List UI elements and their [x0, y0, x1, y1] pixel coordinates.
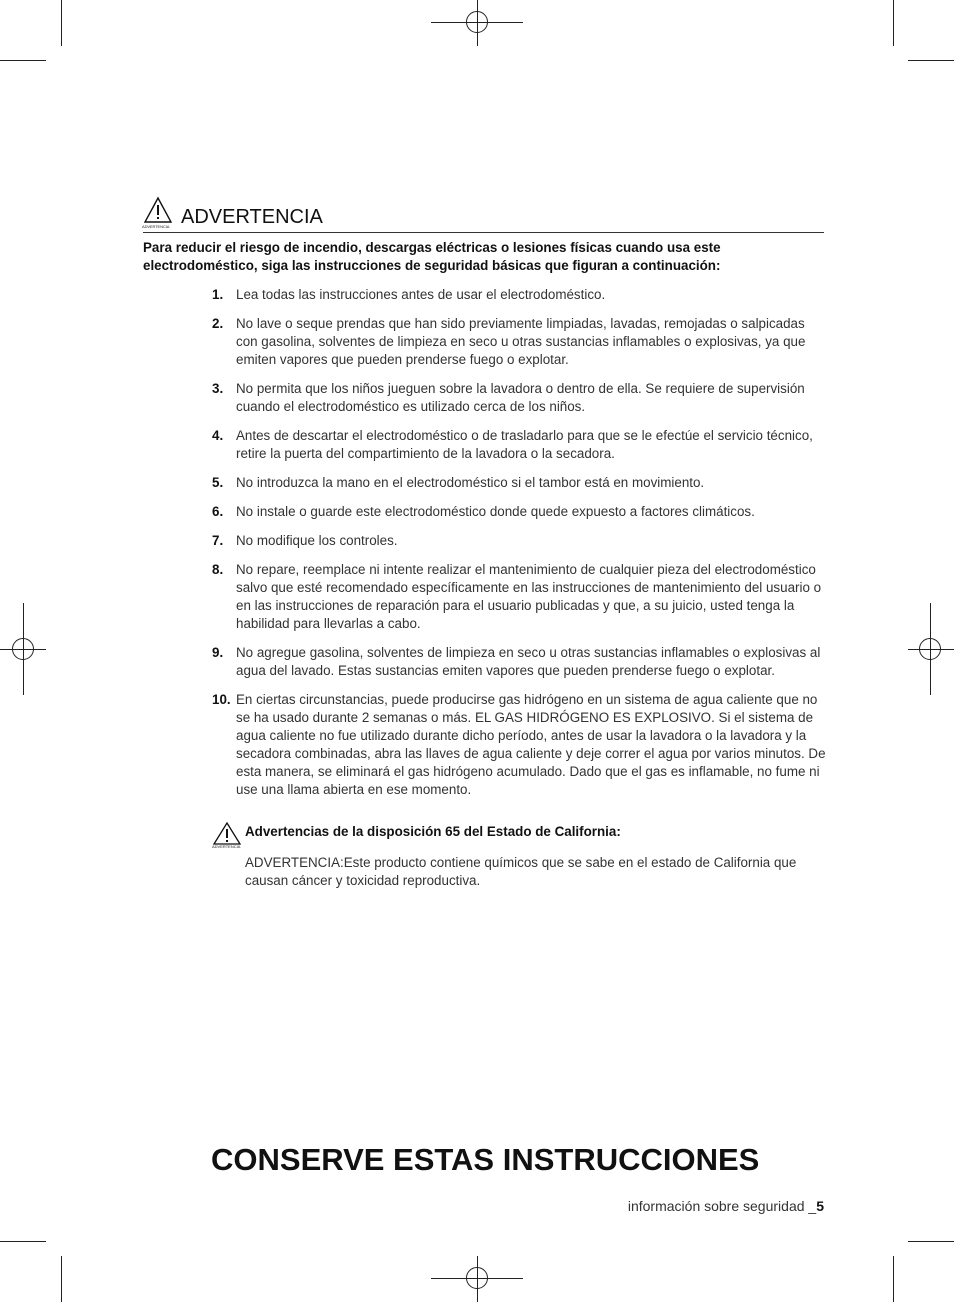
- footer-title: CONSERVE ESTAS INSTRUCCIONES: [211, 1142, 760, 1177]
- registration-mark: [466, 1267, 488, 1289]
- item-text: No agregue gasolina, solventes de limpieza en seco u otras sustancias inflamables o explosivas al agua del lavado. Estas sustancias emiten vapores que pueden prenderse fuego o explotar.: [236, 645, 821, 678]
- california-text: ADVERTENCIA:Este producto contiene químicos que se sabe en el estado de California que causan cáncer y toxicidad reproductiva.: [245, 855, 797, 888]
- registration-mark: [466, 11, 488, 33]
- list-item: [212, 315, 827, 369]
- item-text: En ciertas circunstancias, puede producirse gas hidrógeno en un sistema de agua caliente que no se ha usado durante 2 semanas o más. EL GAS HIDRÓGENO ES EXPLOSIVO. Si el sistema de agua caliente no fue utilizado durante dicho período, antes de usar la lavadora o la lavadora y la secadora combinadas, abra las llaves de agua caliente y deje correr el agua por varios minutos. De esta manera, se eliminará el gas hidrógeno acumulado. Dado que el gas es inflamable, no fume ni use una llama abierta en ese momento.: [236, 692, 826, 797]
- warning-header: [143, 196, 824, 233]
- california-title: Advertencias de la disposición 65 del Estado de California:: [245, 824, 621, 839]
- item-number: 7.: [212, 533, 224, 548]
- page-footer: [628, 1198, 824, 1214]
- section-title: ADVERTENCIA: [181, 206, 323, 228]
- crop-mark: [908, 60, 954, 61]
- safety-instructions-list: [212, 286, 827, 810]
- list-item: [212, 427, 827, 463]
- item-text: Lea todas las instrucciones antes de usar el electrodoméstico.: [236, 287, 606, 302]
- crop-mark: [61, 0, 62, 46]
- list-item: [212, 380, 827, 416]
- list-item: [212, 644, 827, 680]
- item-number: 4.: [212, 428, 224, 443]
- crop-mark: [61, 1256, 62, 1302]
- item-text: Antes de descartar el electrodoméstico o de trasladarlo para que se le efectúe el servicio técnico, retire la puerta del compartimiento de la lavadora o la secadora.: [236, 428, 813, 461]
- crop-mark: [0, 60, 46, 61]
- list-item: [212, 561, 827, 633]
- icon-caption: ADVERTENCIA: [142, 224, 170, 229]
- crop-mark: [908, 1241, 954, 1242]
- item-text: No repare, reemplace ni intente realizar el mantenimiento de cualquier pieza del electrodoméstico salvo que esté recomendado específicamente en las instrucciones de mantenimiento del usuario o en las instrucciones de reparación para el usuario publicadas y que, a su juicio, usted tenga la habilidad para llevarlas a cabo.: [236, 562, 822, 631]
- section-name: información sobre seguridad _: [627, 1198, 817, 1214]
- item-text: No instale o guarde este electrodoméstico donde quede expuesto a factores climáticos.: [236, 504, 755, 519]
- registration-mark: [919, 638, 941, 660]
- list-item: [212, 474, 827, 492]
- item-text: No modifique los controles.: [236, 533, 398, 548]
- intro-paragraph: Para reducir el riesgo de incendio, descargas eléctricas o lesiones físicas cuando usa este electrodoméstico, siga las instrucciones de seguridad básicas que figuran a continuación:: [143, 240, 721, 273]
- list-item: [212, 286, 827, 304]
- item-number: 10.: [212, 692, 231, 707]
- item-number: 5.: [212, 475, 224, 490]
- crop-mark: [893, 0, 894, 46]
- item-number: 1.: [212, 287, 224, 302]
- item-text: No lave o seque prendas que han sido previamente limpiadas, lavadas, remojadas o salpicadas con gasolina, solventes de limpieza en seco u otras sustancias inflamables o explosivas, ya que emiten vapores que pueden prenderse fuego o explotar.: [236, 316, 806, 367]
- list-item: [212, 503, 827, 521]
- warning-triangle-icon: [143, 196, 173, 231]
- item-number: 3.: [212, 381, 224, 396]
- crop-mark: [893, 1256, 894, 1302]
- warning-triangle-icon: [212, 822, 242, 852]
- item-text: No permita que los niños jueguen sobre la lavadora o dentro de ella. Se requiere de supervisión cuando el electrodoméstico es utilizado cerca de los niños.: [236, 381, 805, 414]
- item-text: No introduzca la mano en el electrodoméstico si el tambor está en movimiento.: [236, 475, 705, 490]
- list-item: [212, 532, 827, 550]
- item-number: 9.: [212, 645, 224, 660]
- crop-mark: [0, 1241, 46, 1242]
- page-number: 5: [816, 1198, 824, 1214]
- item-number: 2.: [212, 316, 224, 331]
- registration-mark: [12, 638, 34, 660]
- item-number: 6.: [212, 504, 224, 519]
- icon-caption: ADVERTENCIA: [212, 844, 241, 849]
- list-item: [212, 691, 827, 799]
- item-number: 8.: [212, 562, 224, 577]
